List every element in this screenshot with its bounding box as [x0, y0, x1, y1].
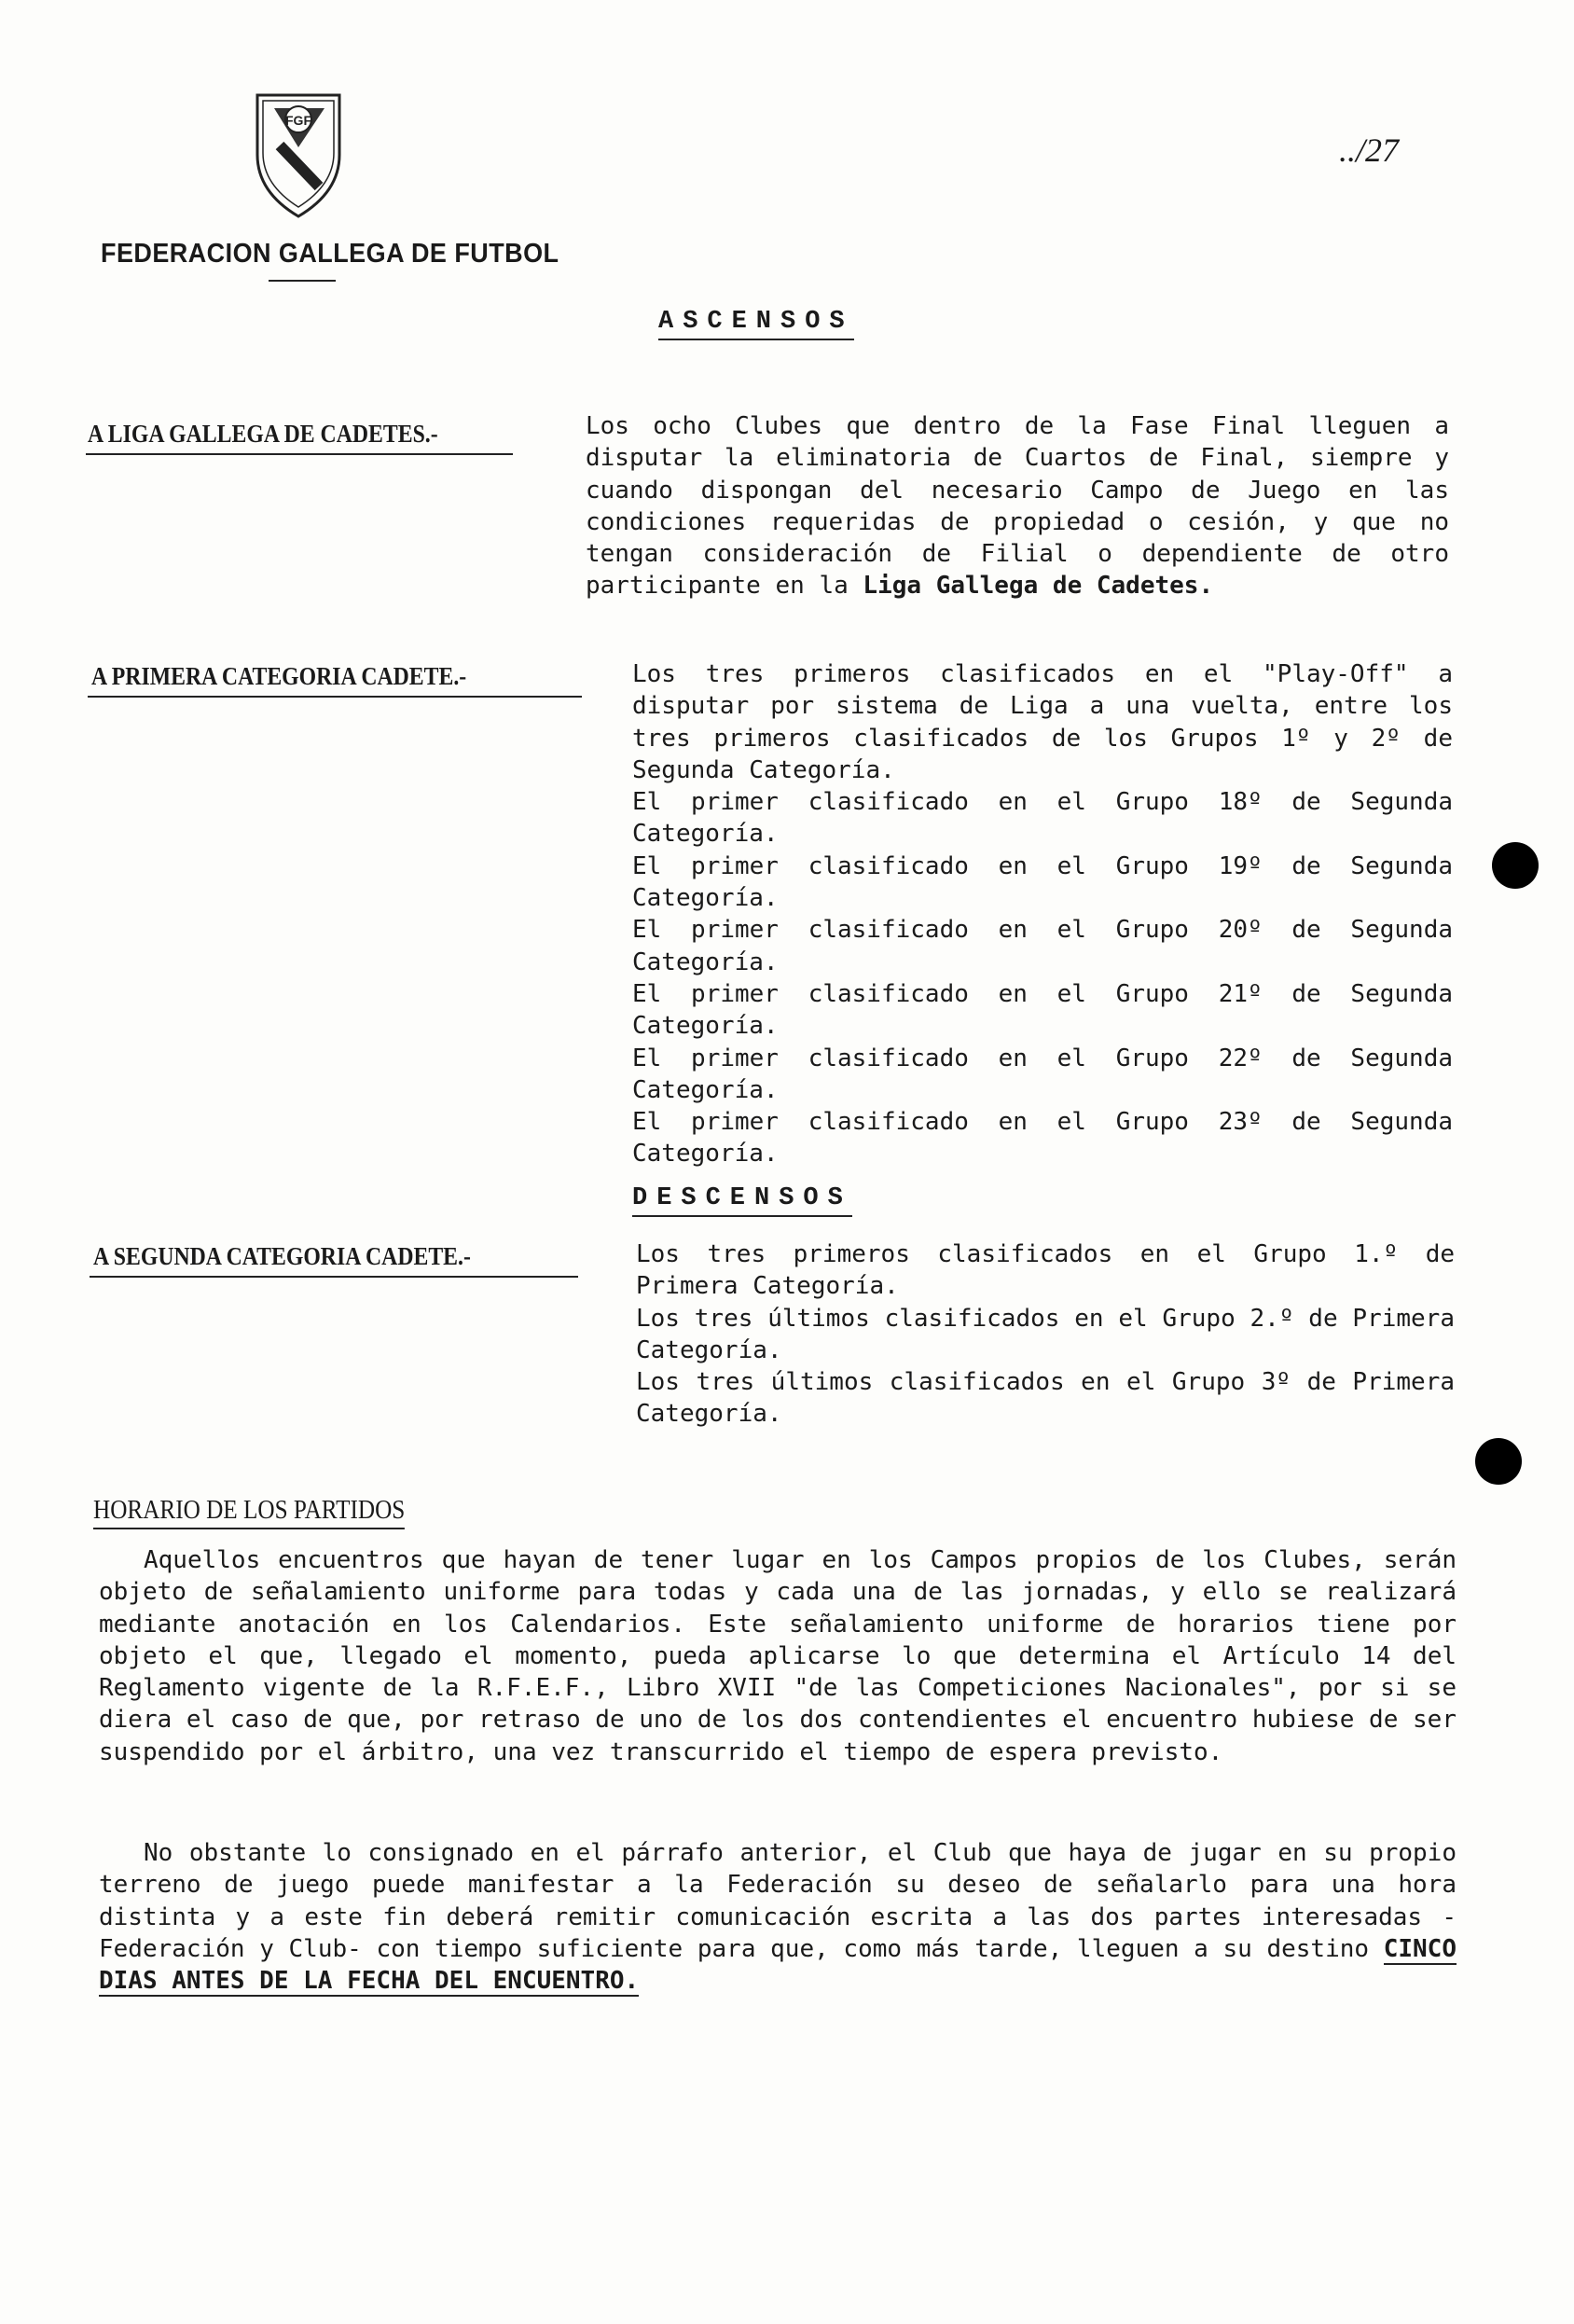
segunda-categoria-label: A SEGUNDA CATEGORIA CADETE.- [93, 1242, 471, 1270]
ascensos-heading: ASCENSOS [658, 308, 854, 340]
promotion-item: El primer clasificado en el Grupo 18º de Segunda Categoría. [632, 788, 1453, 849]
promotion-item: El primer clasificado en el Grupo 21º de Segunda Categoría. [632, 979, 1453, 1041]
descensos-heading: DESCENSOS [632, 1184, 852, 1217]
label-underline [88, 696, 582, 698]
label-underline [86, 453, 513, 455]
promotion-item: El primer clasificado en el Grupo 22º de Segunda Categoría. [632, 1044, 1453, 1104]
deadline-text: CINCO DIAS ANTES DE LA FECHA DEL ENCUENTRO. [99, 1934, 1457, 1996]
primera-categoria-label: A PRIMERA CATEGORIA CADETE.- [91, 662, 467, 690]
page-number: ../27 [1339, 131, 1400, 169]
promotion-item: El primer clasificado en el Grupo 19º de Segunda Categoría. [632, 851, 1453, 913]
primera-categoria-list [632, 658, 1453, 1170]
horario-paragraph-2 [99, 1837, 1457, 1997]
relegation-item: Los tres últimos clasificados en el Grupo 3º de Primera Categoría. [636, 1368, 1455, 1429]
segunda-categoria-list [636, 1238, 1455, 1431]
relegation-item: Los tres primeros clasificados en el Grupo 1.º de Primera Categoría. [636, 1240, 1455, 1301]
binder-hole-mark [1492, 842, 1539, 889]
liga-gallega-text [586, 410, 1449, 602]
federation-crest-logo [254, 90, 343, 220]
liga-bold-end: Liga Gallega de Cadetes. [863, 572, 1214, 601]
header-divider [269, 280, 336, 282]
horario-p2-text: No obstante lo consignado en el párrafo anterior, el Club que haya de jugar en su propio terreno de juego puede manifestar a la Federación su deseo de señalarlo para una hora distinta y a este fin deberá remitir comunicación escrita a las dos partes interesadas -Federación y Club- con tiempo suficiente para que, como más tarde, lleguen a su destino [99, 1839, 1457, 1963]
label-underline [90, 1276, 578, 1278]
organization-name: FEDERACION GALLEGA DE FUTBOL [101, 239, 559, 269]
promotion-item: Los tres primeros clasificados en el "Play-Off" a disputar por sistema de Liga a una vuelta, entre los tres primeros clasificados de los Grupos 1º y 2º de Segunda Categoría. [632, 660, 1453, 784]
promotion-item: El primer clasificado en el Grupo 20º de Segunda Categoría. [632, 916, 1453, 976]
liga-gallega-label: A LIGA GALLEGA DE CADETES.- [88, 420, 438, 448]
horario-p1-text: Aquellos encuentros que hayan de tener lugar en los Campos propios de los Clubes, serán objeto de señalamiento uniforme para todas y cada una de las jornadas, y ello se realizará mediante anotación en los Calendarios. Este señalamiento uniforme de horarios tiene por objeto el que, llegado el momento, pueda aplicarse lo que determina el Artículo 14 del Reglamento vigente de la R.F.E.F., Libro XVII "de las Competiciones Nacionales", por si se diera el caso de que, por retraso de uno de los dos contendientes el encuentro hubiese de ser suspendido por el árbitro, una vez transcurrido el tiempo de espera previsto. [99, 1546, 1457, 1766]
liga-body: Los ocho Clubes que dentro de la Fase Final lleguen a disputar la eliminatoria de Cuartos de Final, siempre y cuando dispongan del necesario Campo de Juego en las condiciones requeridas de propiedad o cesión, y que no tengan consideración de Filial o dependiente de otro participante en la [586, 412, 1449, 601]
binder-hole-mark [1475, 1438, 1522, 1485]
promotion-item: El primer clasificado en el Grupo 23º de Segunda Categoría. [632, 1108, 1453, 1169]
svg-text:FGF: FGF [285, 113, 311, 128]
horario-heading: HORARIO DE LOS PARTIDOS [93, 1496, 405, 1529]
horario-paragraph-1 [99, 1544, 1457, 1768]
relegation-item: Los tres últimos clasificados en el Grupo 2.º de Primera Categoría. [636, 1304, 1455, 1364]
